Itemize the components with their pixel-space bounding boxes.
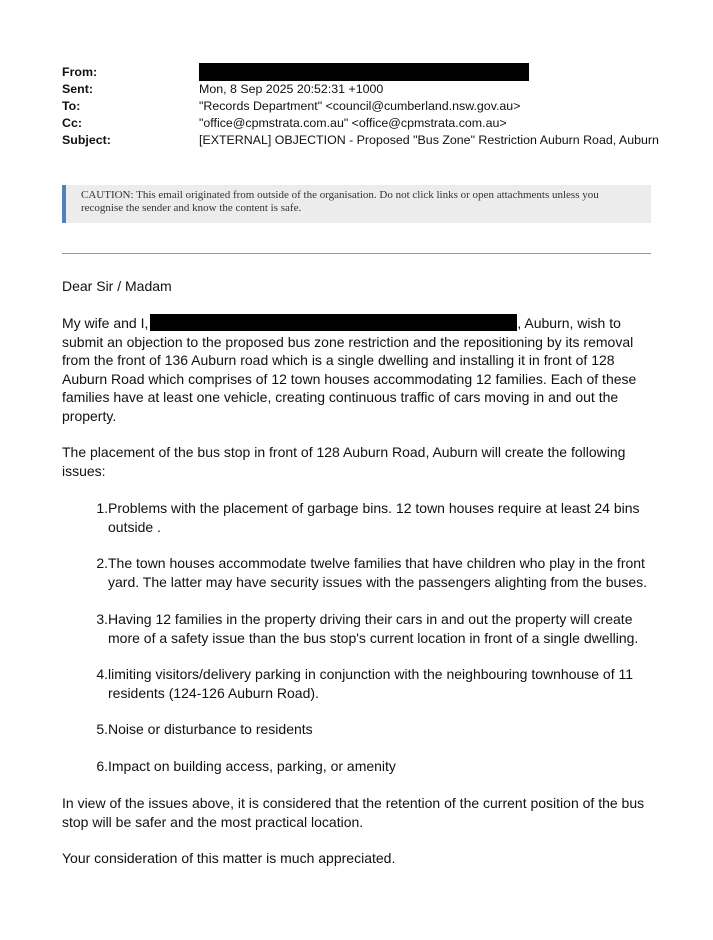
paragraph-2-line-1: The placement of the bus stop in front of 128 Auburn Road, Auburn will create the following	[62, 444, 626, 460]
paragraph-3	[62, 794, 654, 831]
redacted-address	[150, 314, 517, 331]
list-item-line-2: outside .	[108, 518, 161, 535]
list-number: 3.	[96, 611, 108, 627]
from-label: From:	[62, 65, 98, 79]
list-item-line-2: residents (124-126 Auburn Road).	[108, 684, 319, 701]
caution-line-1: CAUTION: This email originated from outside of the organisation. Do not click links or open attachments unless you	[81, 189, 599, 201]
list-number: 6.	[96, 758, 108, 774]
greeting	[62, 277, 654, 296]
sent-value: Mon, 8 Sep 2025 20:52:31 +1000	[199, 82, 384, 96]
paragraph-1	[62, 314, 654, 425]
cc-value: "office@cpmstrata.com.au" <office@cpmstrata.com.au>	[199, 116, 507, 130]
list-item-line-1: The town houses accommodate twelve families that have children who play in the front	[108, 555, 645, 571]
list-item-line-1: limiting visitors/delivery parking in conjunction with the neighbouring townhouse of 11	[108, 666, 634, 682]
list-number: 1.	[96, 500, 108, 516]
paragraph-3-line-2: stop will be safer and the most practical location.	[62, 813, 364, 830]
closing-text: Your consideration of this matter is much appreciated.	[62, 850, 396, 866]
to-label: To:	[62, 99, 81, 113]
closing	[62, 849, 654, 868]
subject-value: [EXTERNAL] OBJECTION - Proposed "Bus Zone" Restriction Auburn Road, Auburn	[199, 133, 659, 147]
divider	[62, 253, 651, 254]
paragraph-3-line-1: In view of the issues above, it is considered that the retention of the current position of the bus	[62, 795, 645, 811]
greeting-text: Dear Sir / Madam	[62, 278, 172, 294]
list-item-line-1: Problems with the placement of garbage bins. 12 town houses require at least 24 bins	[108, 500, 640, 516]
paragraph-2	[62, 443, 654, 480]
list-number: 2.	[96, 555, 108, 571]
paragraph-1-line-1	[62, 314, 654, 333]
list-item-line-2: more of a safety issue than the bus stop's current location in front of a single dwelling.	[108, 629, 639, 646]
paragraph-1-line-5: families have at least one vehicle, creating continuous traffic of cars moving in and out the	[62, 389, 619, 405]
list-item-line-2: yard. The latter may have security issues with the passengers alighting from the buses.	[108, 573, 648, 590]
list-item-line-1: Having 12 families in the property driving their cars in and out the property will create	[108, 611, 633, 627]
paragraph-1-line-2: submit an objection to the proposed bus zone restriction and the repositioning by its removal	[62, 333, 634, 350]
list-item-line-1: Noise or disturbance to residents	[108, 721, 313, 737]
list-number: 4.	[96, 666, 108, 682]
list-number: 5.	[96, 721, 108, 737]
sent-label: Sent:	[62, 82, 93, 96]
redacted-sender	[199, 63, 529, 81]
list-item-line-1: Impact on building access, parking, or amenity	[108, 758, 396, 774]
caution-line-2: recognise the sender and know the content is safe.	[81, 202, 302, 214]
to-value: "Records Department" <council@cumberland.nsw.gov.au>	[199, 99, 521, 113]
paragraph-1-line-6: property.	[62, 407, 117, 424]
caution-banner	[62, 185, 651, 223]
paragraph-1-end: , Auburn, wish to	[517, 315, 621, 331]
cc-label: Cc:	[62, 116, 82, 130]
paragraph-1-line-3: from the front of 136 Auburn road which is a single dwelling and installing it in front of 128	[62, 352, 615, 368]
subject-label: Subject:	[62, 133, 111, 147]
paragraph-2-line-2: issues:	[62, 462, 106, 479]
paragraph-1-line-4: Auburn Road which comprises of 12 town houses accommodating 12 families. Each of these	[62, 370, 637, 387]
paragraph-1-start: My wife and I,	[62, 315, 149, 331]
